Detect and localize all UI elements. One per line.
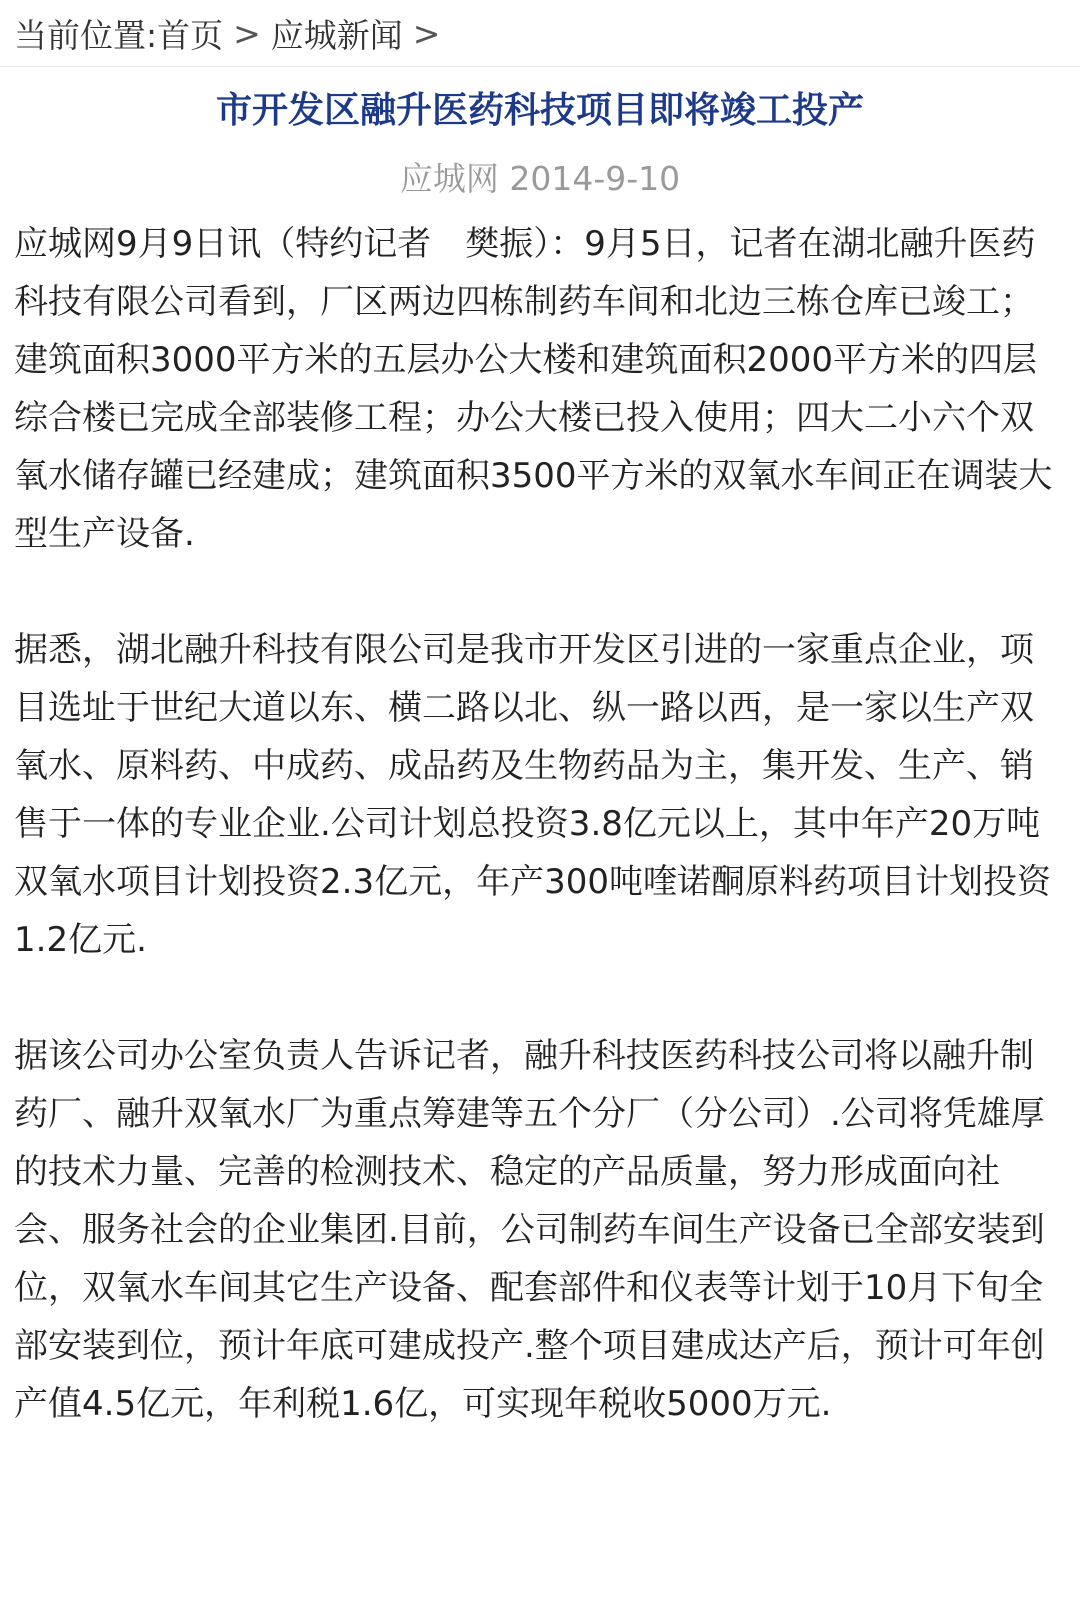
article-paragraph: 据悉，湖北融升科技有限公司是我市开发区引进的一家重点企业，项目选址于世纪大道以东、横二路以北、纵一路以西，是一家以生产双氧水、原料药、中成药、成品药及生物药品为主，集开发、生产、销售于一体的专业企业.公司计划总投资3.8亿元以上，其中年产20万吨双氧水项目计划投资2.3亿元，年产300吨喹诺酮原料药项目计划投资1.2亿元. — [14, 630, 1051, 960]
breadcrumb-separator: > — [412, 13, 441, 53]
article-paragraph: 应城网9月9日讯（特约记者 樊振）：9月5日，记者在湖北融升医药科技有限公司看到，厂区两边四栋制药车间和北边三栋仓库已竣工；建筑面积3000平方米的五层办公大楼和建筑面积2000平方米的四层综合楼已完成全部装修工程；办公大楼已投入使用；四大二小六个双氧水储存罐已经建成；建筑面积3500平方米的双氧水车间正在调装大型生产设备. — [14, 224, 1053, 554]
breadcrumb-prefix: 当前位置: — [14, 15, 158, 55]
breadcrumb-link-news[interactable]: 应城新闻 — [270, 15, 403, 55]
article-meta — [0, 155, 1080, 203]
paragraph-spacer — [14, 969, 1066, 1027]
article-title: 市开发区融升医药科技项目即将竣工投产 — [215, 90, 864, 131]
article-date: 2014-9-10 — [509, 159, 681, 198]
breadcrumb-link-home[interactable]: 首页 — [157, 15, 224, 55]
paragraph-spacer — [14, 563, 1066, 621]
article-body — [0, 203, 1080, 1433]
article-source: 应城网 — [399, 159, 499, 198]
breadcrumb-separator: > — [233, 13, 261, 53]
article-paragraph: 据该公司办公室负责人告诉记者，融升科技医药科技公司将以融升制药厂、融升双氧水厂为重点筹建等五个分厂（分公司）.公司将凭雄厚的技术力量、完善的检测技术、稳定的产品质量，努力形成面向社会、服务社会的企业集团.目前，公司制药车间生产设备已全部安装到位，双氧水车间其它生产设备、配套部件和仪表等计划于10月下旬全部安装到位，预计年底可建成投产.整个项目建成达产后，预计可年创产值4.5亿元，年利税1.6亿，可实现年税收5000万元. — [14, 1036, 1045, 1424]
breadcrumb — [0, 0, 1080, 67]
